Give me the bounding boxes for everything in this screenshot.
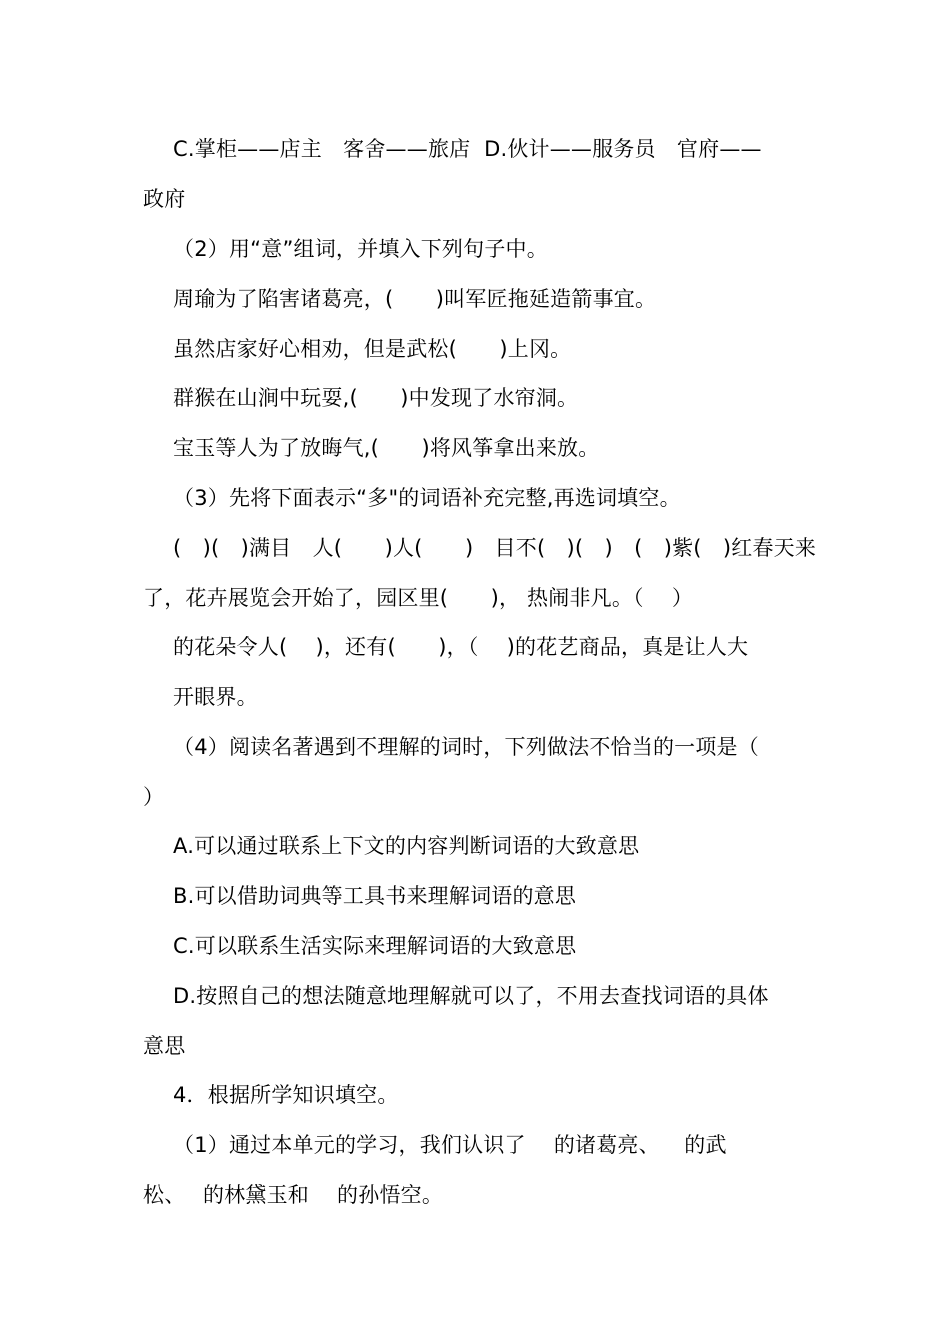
fill-blank-passage-line-1: 了，花卉展览会开始了，园区里( )， 热闹非凡。（ ） bbox=[143, 586, 694, 610]
fill-blank-words-line: ( )( )满目 人( )人( ) 目不( )( ) ( )紫( )红春天来 bbox=[173, 536, 817, 560]
fill-blank-passage-line-2: 的花朵令人( )，还有( )，（ )的花艺商品，真是让人大 bbox=[173, 635, 749, 659]
question-4-bracket: ） bbox=[143, 785, 165, 809]
sentence-4: 宝玉等人为了放晦气,( )将风筝拿出来放。 bbox=[173, 436, 600, 460]
section-4-heading: 4．根据所学知识填空。 bbox=[173, 1083, 399, 1107]
choice-a: A.可以通过联系上下文的内容判断词语的大致意思 bbox=[173, 834, 640, 858]
question-4-heading: （4）阅读名著遇到不理解的词时，下列做法不恰当的一项是（ bbox=[173, 735, 759, 759]
option-d-continuation: 政府 bbox=[143, 187, 186, 211]
sentence-3: 群猴在山涧中玩耍,( )中发现了水帘洞。 bbox=[173, 386, 579, 410]
sentence-1: 周瑜为了陷害诸葛亮，( )叫军匠拖延造箭事宜。 bbox=[173, 287, 657, 311]
fill-blank-passage-line-3: 开眼界。 bbox=[173, 685, 258, 709]
section-4-question-1: （1）通过本单元的学习，我们认识了 的诸葛亮、 的武 bbox=[173, 1133, 727, 1157]
choice-b: B.可以借助词典等工具书来理解词语的意思 bbox=[173, 884, 577, 908]
sentence-2: 虽然店家好心相劝，但是武松( )上冈。 bbox=[173, 337, 572, 361]
choice-d: D.按照自己的想法随意地理解就可以了，不用去查找词语的具体 bbox=[173, 984, 769, 1008]
question-2-heading: （2）用“意”组词，并填入下列句子中。 bbox=[173, 237, 548, 261]
choice-d-continuation: 意思 bbox=[143, 1034, 186, 1058]
section-4-question-1-continuation: 松、 的林黛玉和 的孙悟空。 bbox=[143, 1183, 444, 1207]
question-3-heading: （3）先将下面表示“多"的词语补充完整,再选词填空。 bbox=[173, 486, 681, 510]
option-c-d-line: C.掌柜——店主 客舍——旅店 D.伙计——服务员 官府—— bbox=[173, 137, 762, 161]
choice-c: C.可以联系生活实际来理解词语的大致意思 bbox=[173, 934, 577, 958]
